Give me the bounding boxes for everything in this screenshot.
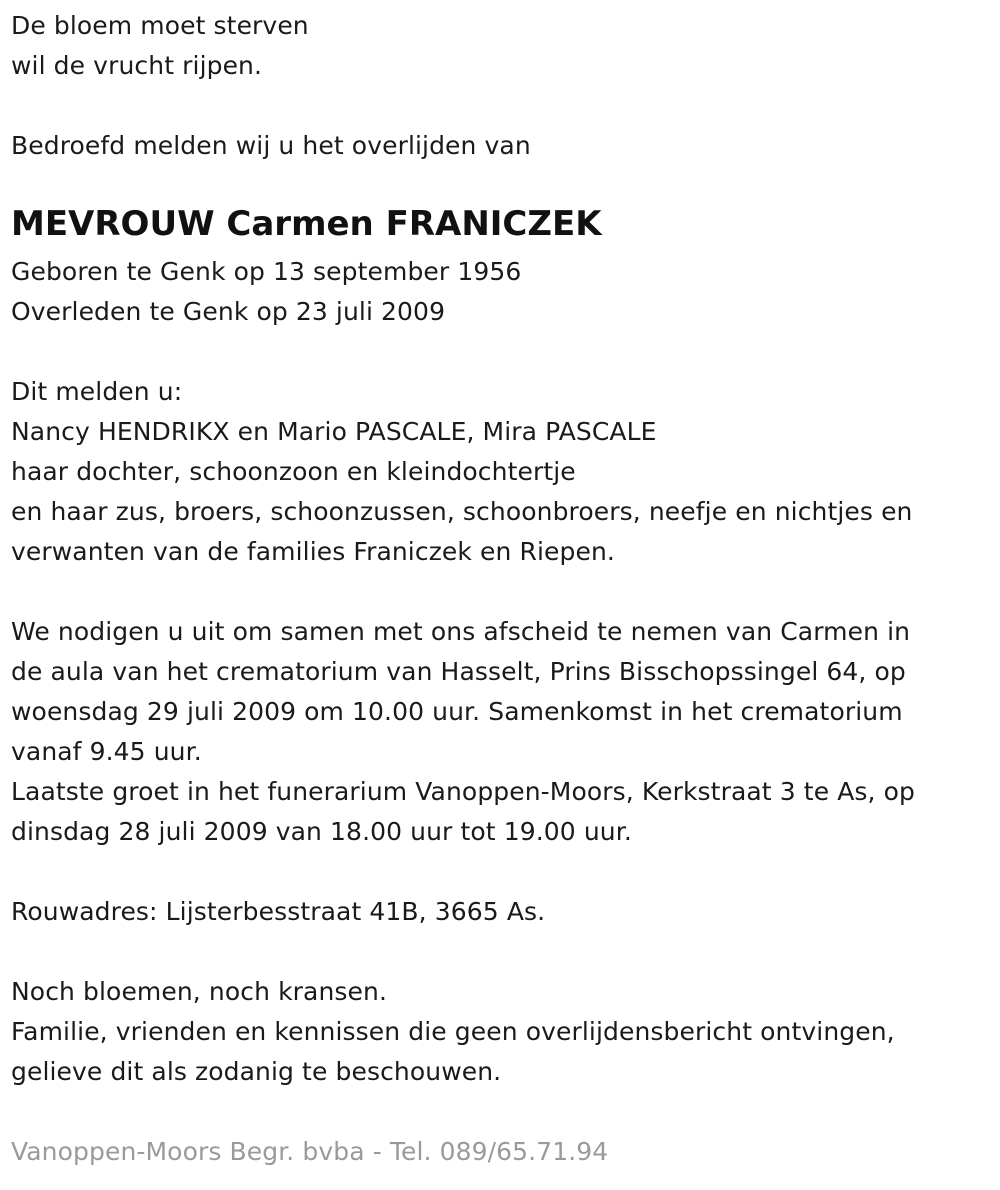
deceased-name: MEVROUW Carmen FRANICZEK [11, 204, 602, 244]
obituary-document [11, 6, 991, 1172]
death-line: Overleden te Genk op 23 juli 2009 [11, 297, 446, 326]
closing-line: Noch bloemen, noch kransen. [11, 977, 387, 1006]
spacer [11, 332, 991, 372]
mourning-address: Rouwadres: Lijsterbesstraat 41B, 3665 As. [11, 897, 546, 926]
announcers-line: Dit melden u: [11, 377, 183, 406]
ceremony-block [11, 612, 991, 852]
motto-line: wil de vrucht rijpen. [11, 51, 263, 80]
announcers-line: Nancy HENDRIKX en Mario PASCALE, Mira PASCALE [11, 417, 657, 446]
ceremony-line: dinsdag 28 juli 2009 van 18.00 uur tot 19.00 uur. [11, 817, 632, 846]
announcers-line: haar dochter, schoonzoon en kleindochtertje [11, 457, 576, 486]
ceremony-line: woensdag 29 juli 2009 om 10.00 uur. Samenkomst in het crematorium [11, 697, 903, 726]
spacer [11, 86, 991, 126]
intro-text: Bedroefd melden wij u het overlijden van [11, 131, 531, 160]
spacer [11, 852, 991, 892]
ceremony-line: de aula van het crematorium van Hasselt, Prins Bisschopssingel 64, op [11, 657, 906, 686]
ceremony-line: We nodigen u uit om samen met ons afscheid te nemen van Carmen in [11, 617, 911, 646]
motto-line: De bloem moet sterven [11, 11, 309, 40]
spacer [11, 1092, 991, 1132]
closing-line: gelieve dit als zodanig te beschouwen. [11, 1057, 502, 1086]
motto-block [11, 6, 991, 86]
spacer [11, 572, 991, 612]
ceremony-line: vanaf 9.45 uur. [11, 737, 202, 766]
announcers-block [11, 372, 991, 572]
announcers-line: verwanten van de families Franiczek en Riepen. [11, 537, 615, 566]
spacer [11, 932, 991, 972]
closing-block [11, 972, 991, 1092]
announcers-line: en haar zus, broers, schoonzussen, schoonbroers, neefje en nichtjes en [11, 497, 913, 526]
closing-line: Familie, vrienden en kennissen die geen overlijdensbericht ontvingen, [11, 1017, 895, 1046]
funeral-home-footer: Vanoppen-Moors Begr. bvba - Tel. 089/65.71.94 [11, 1137, 609, 1166]
birth-line: Geboren te Genk op 13 september 1956 [11, 257, 522, 286]
life-dates [11, 252, 991, 332]
ceremony-line: Laatste groet in het funerarium Vanoppen-Moors, Kerkstraat 3 te As, op [11, 777, 916, 806]
